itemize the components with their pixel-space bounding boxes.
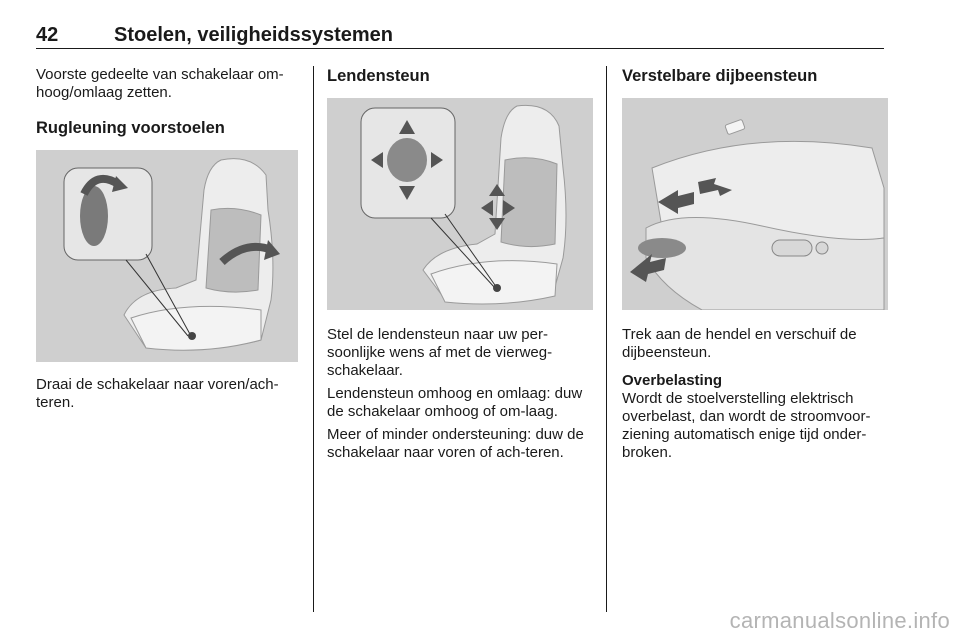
- intro-text: Voorste gedeelte van schakelaar om-hoog/omlaag zetten.: [36, 66, 284, 101]
- page-title: Stoelen, veiligheidssystemen: [114, 24, 393, 46]
- subheading-overload: Overbelasting: [622, 372, 723, 389]
- page-number: 42: [36, 24, 59, 46]
- section-heading-lumbar: Lendensteun: [327, 67, 430, 85]
- column-backrest: [36, 66, 298, 412]
- lumbar-text-2: Lendensteun omhoog en omlaag: duw de schakelaar omhoog of om-laag.: [327, 385, 583, 420]
- watermark: carmanualsonline.info: [729, 608, 950, 633]
- column-divider: [606, 66, 607, 612]
- lumbar-text-3: Meer of minder ondersteuning: duw de schakelaar naar voren of ach-teren.: [327, 426, 584, 461]
- section-heading-thigh-support: Verstelbare dijbeensteun: [622, 67, 818, 85]
- lumbar-text-1: Stel de lendensteun naar uw per-soonlijke wens af met de vierweg-schakelaar.: [327, 326, 553, 379]
- page-header: [36, 22, 884, 49]
- overload-text: Wordt de stoelverstelling elektrisch overbelast, dan wordt de stroomvoor-ziening automatisch enige tijd onder-broken.: [622, 390, 871, 461]
- section-heading-backrest: Rugleuning voorstoelen: [36, 119, 225, 137]
- backrest-caption: Draai de schakelaar naar voren/ach-teren.: [36, 376, 279, 411]
- thigh-support-text: Trek aan de hendel en verschuif de dijbeensteun.: [622, 326, 857, 361]
- column-thigh-support: [622, 66, 888, 462]
- column-lumbar: [327, 66, 593, 462]
- thigh-support-illustration: [622, 98, 888, 310]
- column-divider: [313, 66, 314, 612]
- lumbar-illustration: [327, 98, 593, 310]
- backrest-illustration: [36, 150, 298, 362]
